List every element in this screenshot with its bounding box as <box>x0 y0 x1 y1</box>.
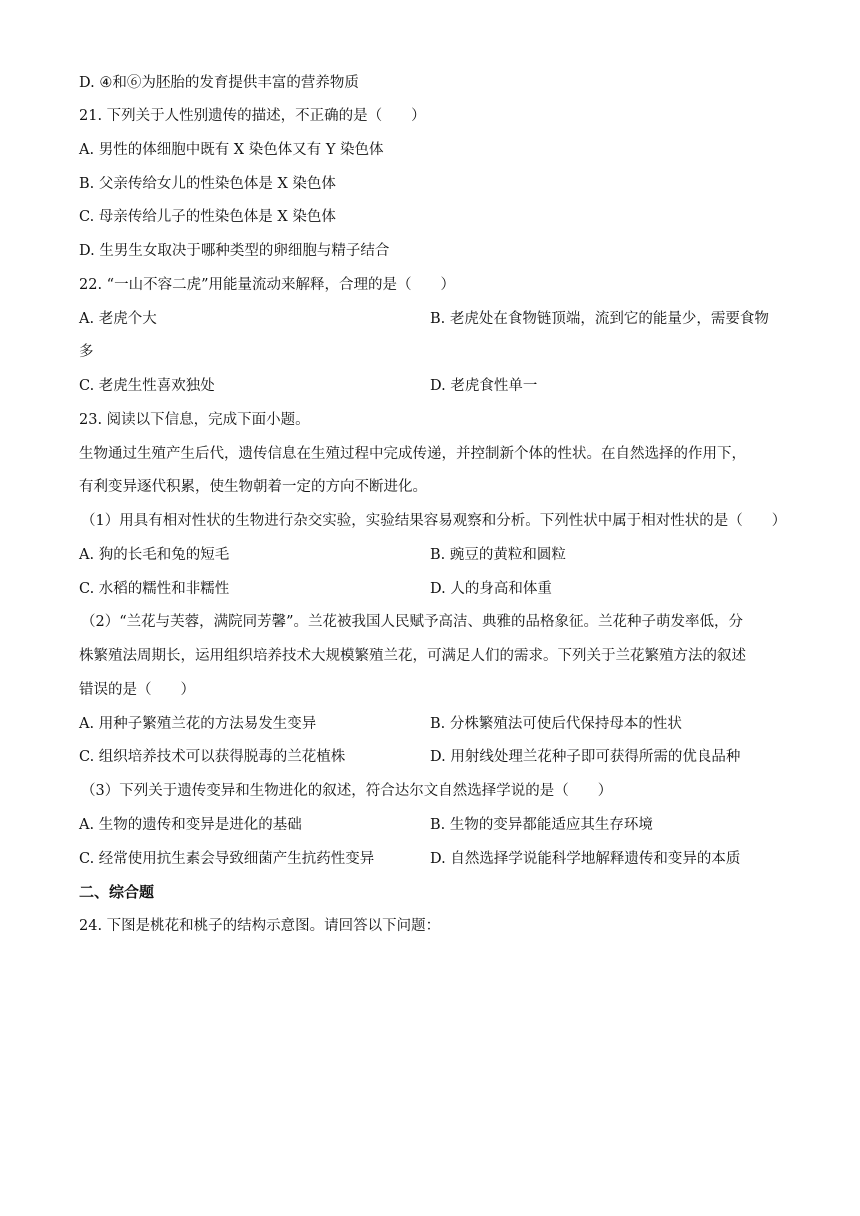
q21-stem: 21. 下列关于人性别遗传的描述，不正确的是（ ） <box>79 108 426 124</box>
q21-option-c: C. 母亲传给儿子的性染色体是 X 染色体 <box>79 209 336 225</box>
q21-option-d: D. 生男生女取决于哪种类型的卵细胞与精子结合 <box>79 243 390 259</box>
q22-option-d: D. 老虎食性单一 <box>430 378 538 394</box>
q22-option-b-continued: 多 <box>79 344 94 360</box>
q23-stem: 23. 阅读以下信息，完成下面小题。 <box>79 412 310 428</box>
q22-option-b: B. 老虎处在食物链顶端，流到它的能量少，需要食物 <box>430 311 769 327</box>
q23-sub2-stem-line-2: 株繁殖法周期长，运用组织培养技术大规模繁殖兰花，可满足人们的需求。下列关于兰花繁殖方法的叙述 <box>79 648 746 664</box>
q23-sub2-option-d: D. 用射线处理兰花种子即可获得所需的优良品种 <box>430 749 741 765</box>
q23-sub3-option-b: B. 生物的变异都能适应其生存环境 <box>430 817 653 833</box>
q23-sub3-stem: （3）下列关于遗传变异和生物进化的叙述，符合达尔文自然选择学说的是（ ） <box>81 783 613 799</box>
q21-option-a: A. 男性的体细胞中既有 X 染色体又有 Y 染色体 <box>79 142 384 158</box>
q23-sub1-stem: （1）用具有相对性状的生物进行杂交实验，实验结果容易观察和分析。下列性状中属于相对性状的是（ ） <box>81 513 787 529</box>
q23-sub1-option-d: D. 人的身高和体重 <box>430 581 552 597</box>
q23-sub3-option-c: C. 经常使用抗生素会导致细菌产生抗药性变异 <box>79 851 375 867</box>
q22-stem: 22. “一山不容二虎”用能量流动来解释，合理的是（ ） <box>79 277 455 293</box>
q23-sub2-option-b: B. 分株繁殖法可使后代保持母本的性状 <box>430 716 682 732</box>
q20-option-d: D. ④和⑥为胚胎的发育提供丰富的营养物质 <box>79 75 359 91</box>
q23-sub2-option-a: A. 用种子繁殖兰花的方法易发生变异 <box>79 716 317 732</box>
q23-sub1-option-c: C. 水稻的糯性和非糯性 <box>79 581 230 597</box>
q22-option-c: C. 老虎生性喜欢独处 <box>79 378 215 394</box>
q23-sub2-option-c: C. 组织培养技术可以获得脱毒的兰花植株 <box>79 749 346 765</box>
q23-sub3-option-d: D. 自然选择学说能科学地解释遗传和变异的本质 <box>430 851 741 867</box>
q23-passage-line-1: 生物通过生殖产生后代，遗传信息在生殖过程中完成传递，并控制新个体的性状。在自然选择的作用下， <box>79 446 746 462</box>
q23-sub2-stem-line-1: （2）“兰花与芙蓉，满院同芳馨”。兰花被我国人民赋予高洁、典雅的品格象征。兰花种子萌发率低，分 <box>81 614 744 630</box>
q23-sub1-option-a: A. 狗的长毛和兔的短毛 <box>79 547 230 563</box>
section-heading: 二、综合题 <box>79 883 155 901</box>
q23-passage-line-2: 有利变异逐代积累，使生物朝着一定的方向不断进化。 <box>79 479 427 495</box>
q24-stem: 24. 下图是桃花和桃子的结构示意图。请回答以下问题： <box>79 918 441 934</box>
q22-option-a: A. 老虎个大 <box>79 311 157 327</box>
q23-sub3-option-a: A. 生物的遗传和变异是进化的基础 <box>79 817 302 833</box>
q21-option-b: B. 父亲传给女儿的性染色体是 X 染色体 <box>79 176 336 192</box>
q23-sub1-option-b: B. 豌豆的黄粒和圆粒 <box>430 547 566 563</box>
q23-sub2-stem-line-3: 错误的是（ ） <box>79 682 195 698</box>
